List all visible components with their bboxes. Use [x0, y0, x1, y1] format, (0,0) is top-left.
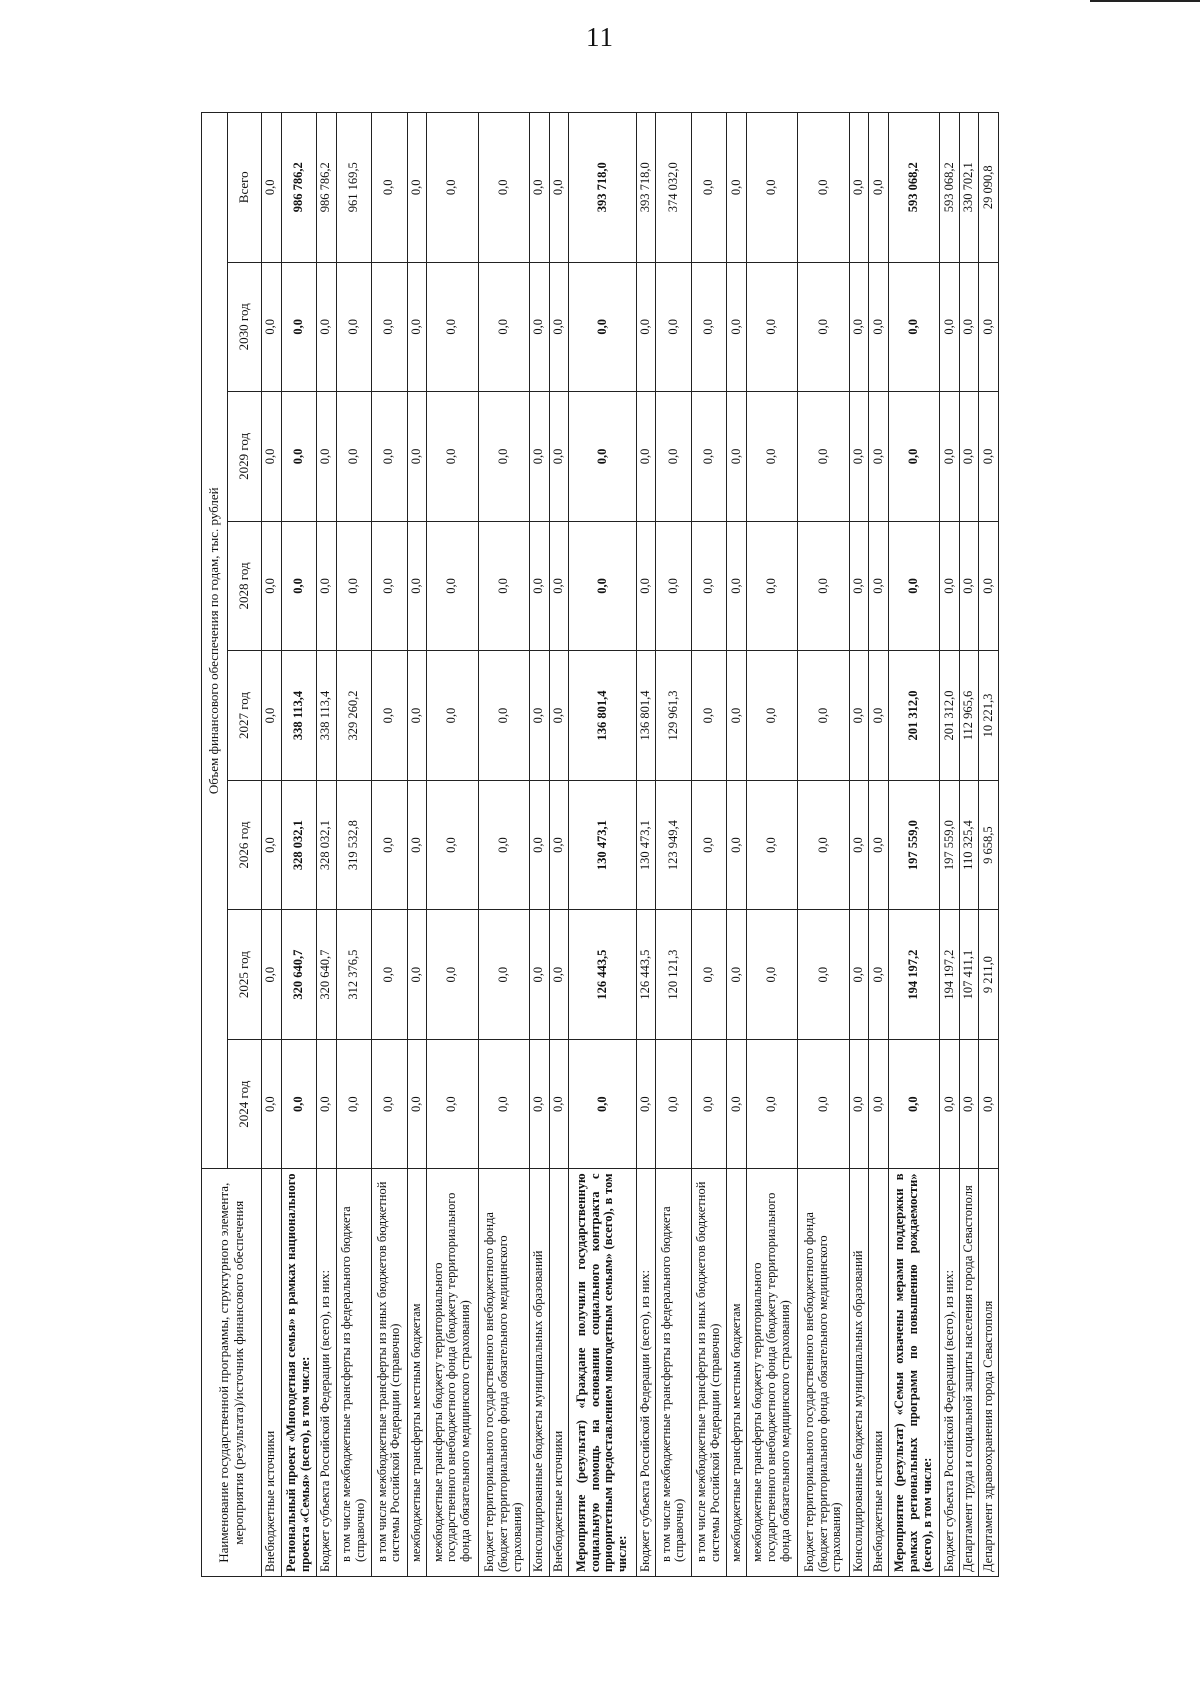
row-label: в том числе межбюджетные трансферты из иных бюджетов бюджетной системы Российской Федерации (справочно) — [372, 1169, 408, 1577]
row-value: 328 032,1 — [317, 780, 337, 910]
row-value: 986 786,2 — [317, 113, 337, 263]
row-value: 0,0 — [798, 262, 850, 392]
row-value: 0,0 — [940, 262, 960, 392]
row-value: 0,0 — [727, 521, 747, 651]
row-value: 197 559,0 — [940, 780, 960, 910]
row-value: 0,0 — [478, 392, 530, 522]
row-label: Региональный проект «Многодетная семья» в рамках национального проекта «Семья» (всего), в том числе: — [281, 1169, 317, 1577]
row-label: Консолидированные бюджеты муниципальных образований — [849, 1169, 869, 1577]
row-label: Внебюджетные источники — [549, 1169, 569, 1577]
row-value: 0,0 — [530, 910, 550, 1040]
row-value: 0,0 — [407, 780, 427, 910]
row-value: 9 211,0 — [979, 910, 999, 1040]
header-year-3: 2027 год — [228, 651, 262, 781]
row-value: 0,0 — [727, 113, 747, 263]
table-row — [849, 113, 869, 1577]
row-label: межбюджетные трансферты бюджету территориального государственного внебюджетного фонда (бюджету территориального фонда обязательного медицинского страхования) — [746, 1169, 798, 1577]
table-row — [530, 113, 550, 1577]
row-value: 123 949,4 — [656, 780, 692, 910]
row-value: 0,0 — [262, 113, 282, 263]
row-value: 129 961,3 — [656, 651, 692, 781]
row-value: 0,0 — [336, 521, 372, 651]
row-value: 0,0 — [372, 1039, 408, 1169]
row-value: 0,0 — [549, 113, 569, 263]
row-value: 0,0 — [656, 262, 692, 392]
row-value: 0,0 — [427, 262, 479, 392]
row-value: 0,0 — [940, 392, 960, 522]
row-label: межбюджетные трансферты местным бюджетам — [727, 1169, 747, 1577]
row-value: 0,0 — [407, 910, 427, 1040]
row-value: 593 068,2 — [888, 113, 940, 263]
row-value: 0,0 — [979, 1039, 999, 1169]
table-row — [959, 113, 979, 1577]
row-value: 0,0 — [888, 1039, 940, 1169]
row-label: Бюджет субъекта Российской Федерации (всего), из них: — [317, 1169, 337, 1577]
row-value: 0,0 — [798, 521, 850, 651]
row-value: 0,0 — [427, 910, 479, 1040]
row-label: Консолидированные бюджеты муниципальных образований — [530, 1169, 550, 1577]
row-value: 0,0 — [727, 910, 747, 1040]
row-value: 0,0 — [317, 392, 337, 522]
row-value: 0,0 — [372, 910, 408, 1040]
row-value: 0,0 — [530, 113, 550, 263]
row-value: 0,0 — [888, 262, 940, 392]
row-label: Бюджет субъекта Российской Федерации (всего), из них: — [940, 1169, 960, 1577]
rotated-table-container — [201, 112, 999, 1577]
header-year-7: Всего — [228, 113, 262, 263]
row-value: 0,0 — [549, 392, 569, 522]
row-value: 126 443,5 — [636, 910, 656, 1040]
row-value: 0,0 — [317, 262, 337, 392]
row-value: 0,0 — [569, 521, 637, 651]
row-value: 0,0 — [427, 780, 479, 910]
row-value: 0,0 — [317, 521, 337, 651]
row-value: 0,0 — [530, 780, 550, 910]
row-value: 0,0 — [691, 780, 727, 910]
table-row — [281, 113, 317, 1577]
row-value: 0,0 — [869, 651, 889, 781]
row-label: межбюджетные трансферты местным бюджетам — [407, 1169, 427, 1577]
row-value: 0,0 — [888, 392, 940, 522]
row-label: Мероприятие (результат) «Семьи охвачены мерами поддержки в рамках региональных программ по повышению рождаемости» (всего), в том числе: — [888, 1169, 940, 1577]
row-value: 0,0 — [262, 1039, 282, 1169]
row-value: 393 718,0 — [636, 113, 656, 263]
table-row — [869, 113, 889, 1577]
row-value: 0,0 — [427, 1039, 479, 1169]
table-row — [427, 113, 479, 1577]
row-value: 0,0 — [869, 780, 889, 910]
row-value: 120 121,3 — [656, 910, 692, 1040]
row-value: 194 197,2 — [888, 910, 940, 1040]
row-value: 201 312,0 — [940, 651, 960, 781]
row-label: Внебюджетные источники — [869, 1169, 889, 1577]
row-value: 0,0 — [798, 113, 850, 263]
table-row — [746, 113, 798, 1577]
row-value: 0,0 — [549, 521, 569, 651]
row-value: 393 718,0 — [569, 113, 637, 263]
row-value: 0,0 — [959, 392, 979, 522]
row-value: 0,0 — [407, 262, 427, 392]
header-year-5: 2029 год — [228, 392, 262, 522]
row-value: 593 068,2 — [940, 113, 960, 263]
row-value: 201 312,0 — [888, 651, 940, 781]
row-value: 319 532,8 — [336, 780, 372, 910]
table-row — [798, 113, 850, 1577]
table-row — [478, 113, 530, 1577]
row-value: 0,0 — [691, 392, 727, 522]
row-value: 0,0 — [281, 262, 317, 392]
row-value: 0,0 — [478, 1039, 530, 1169]
header-name-cell: Наименование государственной программы, структурного элемента, мероприятия (результата)/источник финансового обеспечения — [202, 1169, 262, 1577]
row-value: 0,0 — [262, 910, 282, 1040]
row-value: 0,0 — [746, 113, 798, 263]
row-label: в том числе межбюджетные трансферты из федерального бюджета (справочно) — [336, 1169, 372, 1577]
row-value: 320 640,7 — [281, 910, 317, 1040]
row-value: 0,0 — [691, 262, 727, 392]
row-value: 0,0 — [530, 262, 550, 392]
row-value: 0,0 — [281, 521, 317, 651]
row-value: 0,0 — [940, 1039, 960, 1169]
row-value: 130 473,1 — [569, 780, 637, 910]
row-value: 338 113,4 — [281, 651, 317, 781]
row-value: 0,0 — [849, 521, 869, 651]
row-value: 0,0 — [746, 780, 798, 910]
row-value: 0,0 — [727, 1039, 747, 1169]
row-value: 0,0 — [262, 392, 282, 522]
row-label: в том числе межбюджетные трансферты из иных бюджетов бюджетной системы Российской Федерации (справочно) — [691, 1169, 727, 1577]
row-value: 0,0 — [336, 1039, 372, 1169]
row-value: 0,0 — [869, 1039, 889, 1169]
row-value: 0,0 — [478, 651, 530, 781]
row-value: 320 640,7 — [317, 910, 337, 1040]
table-row — [727, 113, 747, 1577]
table-row — [656, 113, 692, 1577]
row-value: 0,0 — [798, 651, 850, 781]
row-value: 0,0 — [478, 521, 530, 651]
row-value: 0,0 — [656, 1039, 692, 1169]
row-value: 0,0 — [549, 780, 569, 910]
row-value: 312 376,5 — [336, 910, 372, 1040]
row-value: 0,0 — [569, 1039, 637, 1169]
row-value: 194 197,2 — [940, 910, 960, 1040]
row-value: 0,0 — [549, 262, 569, 392]
row-value: 0,0 — [798, 780, 850, 910]
row-value: 0,0 — [656, 521, 692, 651]
row-value: 126 443,5 — [569, 910, 637, 1040]
row-value: 0,0 — [746, 1039, 798, 1169]
row-value: 0,0 — [372, 780, 408, 910]
row-value: 0,0 — [636, 392, 656, 522]
row-value: 0,0 — [407, 651, 427, 781]
row-value: 0,0 — [691, 910, 727, 1040]
row-value: 0,0 — [869, 262, 889, 392]
row-label: Департамент здравоохранения города Севастополя — [979, 1169, 999, 1577]
row-value: 0,0 — [478, 780, 530, 910]
row-value: 0,0 — [530, 521, 550, 651]
row-value: 0,0 — [798, 910, 850, 1040]
row-value: 0,0 — [549, 1039, 569, 1169]
row-value: 0,0 — [691, 1039, 727, 1169]
row-value: 10 221,3 — [979, 651, 999, 781]
row-value: 0,0 — [262, 651, 282, 781]
row-value: 0,0 — [691, 521, 727, 651]
table-row — [940, 113, 960, 1577]
page-number: 11 — [586, 22, 614, 52]
row-value: 0,0 — [727, 262, 747, 392]
row-value: 0,0 — [959, 521, 979, 651]
row-value: 0,0 — [727, 651, 747, 781]
table-row — [636, 113, 656, 1577]
row-value: 0,0 — [959, 1039, 979, 1169]
table-row — [407, 113, 427, 1577]
header-year-0: 2024 год — [228, 1039, 262, 1169]
row-value: 136 801,4 — [569, 651, 637, 781]
table-row — [336, 113, 372, 1577]
row-label: межбюджетные трансферты бюджету территориального государственного внебюджетного фонда (бюджету территориального фонда обязательного медицинского страхования) — [427, 1169, 479, 1577]
corner-scan-mark — [1090, 0, 1200, 2]
row-value: 0,0 — [979, 392, 999, 522]
row-value: 0,0 — [691, 651, 727, 781]
row-label: Мероприятие (результат) «Граждане получили государственную социальную помощь на основании социального контракта с приоритетным предоставлением многодетным семьям» (всего), в том числе: — [569, 1169, 637, 1577]
row-value: 0,0 — [746, 392, 798, 522]
row-value: 0,0 — [940, 521, 960, 651]
row-value: 0,0 — [746, 521, 798, 651]
table-row — [979, 113, 999, 1577]
table-row — [549, 113, 569, 1577]
table-row — [691, 113, 727, 1577]
row-value: 0,0 — [530, 1039, 550, 1169]
row-value: 0,0 — [281, 1039, 317, 1169]
row-value: 0,0 — [979, 262, 999, 392]
row-value: 0,0 — [888, 521, 940, 651]
row-value: 9 658,5 — [979, 780, 999, 910]
row-value: 0,0 — [478, 113, 530, 263]
table-body — [262, 113, 999, 1577]
row-value: 0,0 — [798, 1039, 850, 1169]
row-label: Бюджет территориального государственного внебюджетного фонда (бюджет территориального фонда обязательного медицинского страхования) — [798, 1169, 850, 1577]
row-value: 0,0 — [372, 521, 408, 651]
row-label: в том числе межбюджетные трансферты из федерального бюджета (справочно) — [656, 1169, 692, 1577]
row-value: 0,0 — [869, 113, 889, 263]
row-value: 0,0 — [636, 521, 656, 651]
row-value: 0,0 — [849, 113, 869, 263]
row-value: 0,0 — [336, 262, 372, 392]
row-value: 986 786,2 — [281, 113, 317, 263]
row-value: 0,0 — [372, 392, 408, 522]
row-value: 0,0 — [262, 521, 282, 651]
header-group-cell: Объем финансового обеспечения по годам, тыс. рублей — [202, 113, 228, 1169]
row-value: 0,0 — [372, 651, 408, 781]
row-value: 0,0 — [281, 392, 317, 522]
table-row — [262, 113, 282, 1577]
row-value: 112 965,6 — [959, 651, 979, 781]
row-value: 29 090,8 — [979, 113, 999, 263]
row-value: 0,0 — [372, 262, 408, 392]
row-value: 0,0 — [869, 392, 889, 522]
row-value: 0,0 — [427, 521, 479, 651]
row-value: 0,0 — [262, 780, 282, 910]
row-value: 0,0 — [849, 392, 869, 522]
row-value: 0,0 — [427, 113, 479, 263]
row-value: 0,0 — [530, 651, 550, 781]
row-value: 0,0 — [407, 392, 427, 522]
row-value: 0,0 — [636, 1039, 656, 1169]
row-value: 0,0 — [746, 651, 798, 781]
row-value: 0,0 — [478, 262, 530, 392]
row-value: 0,0 — [849, 910, 869, 1040]
table-row — [372, 113, 408, 1577]
header-year-1: 2025 год — [228, 910, 262, 1040]
row-value: 0,0 — [549, 651, 569, 781]
header-year-4: 2028 год — [228, 521, 262, 651]
row-value: 961 169,5 — [336, 113, 372, 263]
row-value: 0,0 — [549, 910, 569, 1040]
row-label: Бюджет территориального государственного внебюджетного фонда (бюджет территориального фонда обязательного медицинского страхования) — [478, 1169, 530, 1577]
row-value: 0,0 — [798, 392, 850, 522]
row-value: 130 473,1 — [636, 780, 656, 910]
row-label: Бюджет субъекта Российской Федерации (всего), из них: — [636, 1169, 656, 1577]
row-value: 0,0 — [407, 1039, 427, 1169]
row-value: 0,0 — [636, 262, 656, 392]
row-value: 0,0 — [372, 113, 408, 263]
row-value: 0,0 — [979, 521, 999, 651]
row-value: 328 032,1 — [281, 780, 317, 910]
row-value: 197 559,0 — [888, 780, 940, 910]
row-value: 0,0 — [317, 1039, 337, 1169]
row-value: 110 325,4 — [959, 780, 979, 910]
table-row — [888, 113, 940, 1577]
row-value: 0,0 — [959, 262, 979, 392]
header-year-2: 2026 год — [228, 780, 262, 910]
row-value: 0,0 — [869, 910, 889, 1040]
row-value: 0,0 — [656, 392, 692, 522]
row-value: 0,0 — [427, 651, 479, 781]
row-value: 0,0 — [262, 262, 282, 392]
row-value: 0,0 — [849, 651, 869, 781]
row-value: 338 113,4 — [317, 651, 337, 781]
row-value: 0,0 — [869, 521, 889, 651]
row-value: 0,0 — [746, 262, 798, 392]
row-value: 329 260,2 — [336, 651, 372, 781]
row-value: 0,0 — [569, 392, 637, 522]
row-value: 0,0 — [727, 392, 747, 522]
row-value: 0,0 — [849, 262, 869, 392]
row-value: 0,0 — [691, 113, 727, 263]
row-label: Внебюджетные источники — [262, 1169, 282, 1577]
row-value: 0,0 — [427, 392, 479, 522]
row-value: 0,0 — [746, 910, 798, 1040]
row-value: 374 032,0 — [656, 113, 692, 263]
row-label: Департамент труда и социальной защиты населения города Севастополя — [959, 1169, 979, 1577]
row-value: 0,0 — [849, 1039, 869, 1169]
row-value: 0,0 — [569, 262, 637, 392]
row-value: 0,0 — [849, 780, 869, 910]
table-row — [317, 113, 337, 1577]
row-value: 0,0 — [407, 113, 427, 263]
row-value: 0,0 — [478, 910, 530, 1040]
row-value: 0,0 — [530, 392, 550, 522]
row-value: 136 801,4 — [636, 651, 656, 781]
table-row — [569, 113, 637, 1577]
row-value: 330 702,1 — [959, 113, 979, 263]
header-year-6: 2030 год — [228, 262, 262, 392]
financing-table — [201, 112, 999, 1577]
row-value: 107 411,1 — [959, 910, 979, 1040]
row-value: 0,0 — [407, 521, 427, 651]
row-value: 0,0 — [336, 392, 372, 522]
row-value: 0,0 — [727, 780, 747, 910]
